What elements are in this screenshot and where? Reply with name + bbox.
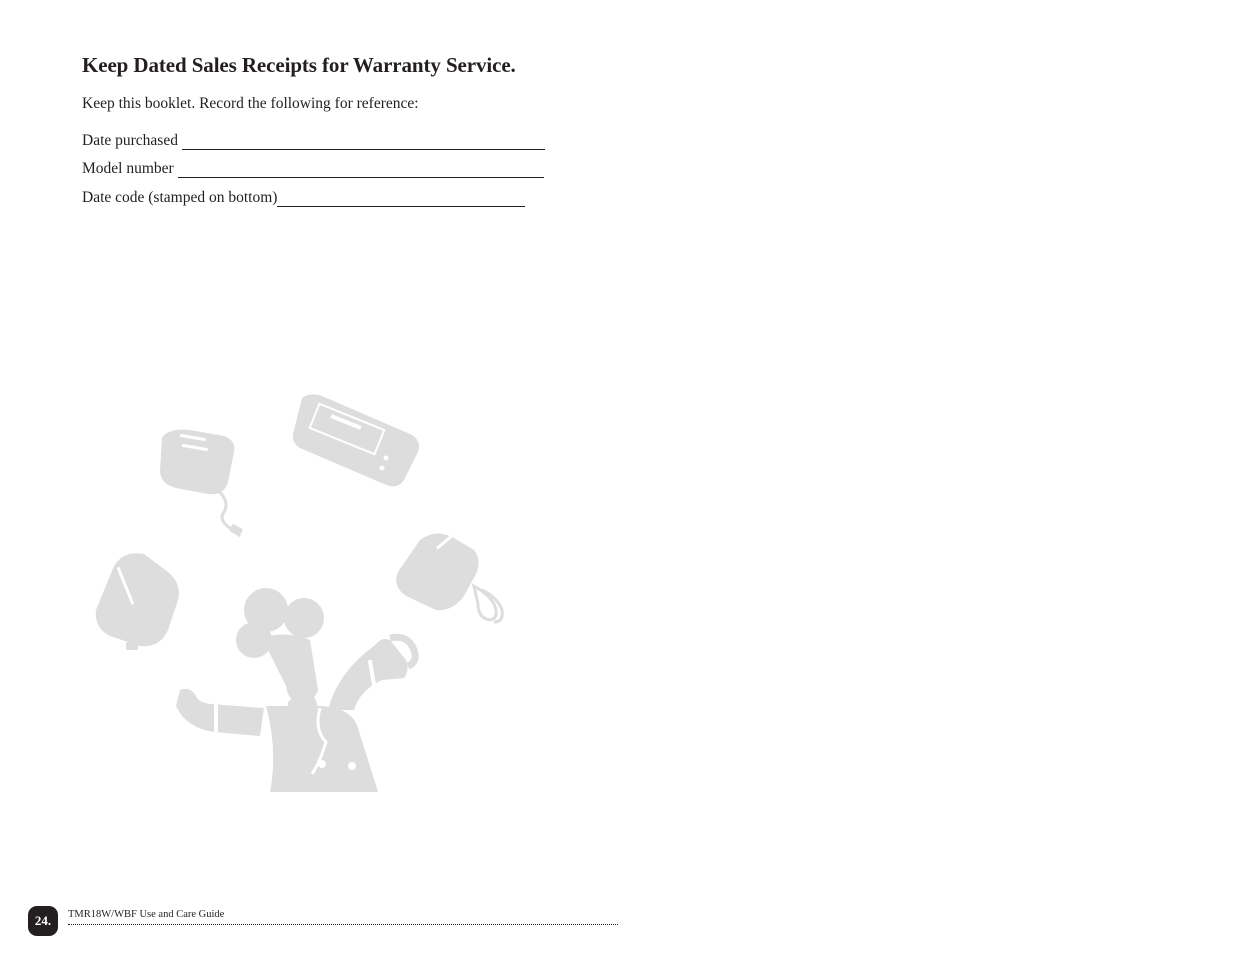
- footer-dotted-rule: [68, 924, 618, 925]
- juggling-chef-illustration: [90, 390, 510, 795]
- intro-text: Keep this booklet. Record the following for reference:: [82, 95, 419, 112]
- page-title: Keep Dated Sales Receipts for Warranty Service.: [82, 53, 516, 77]
- footer-guide-title: TMR18W/WBF Use and Care Guide: [68, 909, 225, 920]
- model-number-label: Model number: [82, 160, 174, 177]
- date-purchased-label: Date purchased: [82, 132, 178, 149]
- toaster-oven-icon: [293, 394, 419, 486]
- chef-icon: [176, 588, 415, 792]
- date-purchased-blank: [182, 133, 545, 150]
- two-slice-toaster-icon: [96, 553, 179, 650]
- page-number-badge: 24.: [28, 906, 58, 936]
- toaster-icon: [160, 430, 243, 537]
- model-number-line: [82, 160, 544, 178]
- date-purchased-line: [82, 132, 545, 150]
- hand-mixer-icon: [396, 533, 478, 610]
- date-code-label: Date code (stamped on bottom): [82, 189, 278, 206]
- date-code-line: [82, 189, 525, 207]
- date-code-blank: [277, 190, 525, 207]
- model-number-blank: [178, 161, 544, 178]
